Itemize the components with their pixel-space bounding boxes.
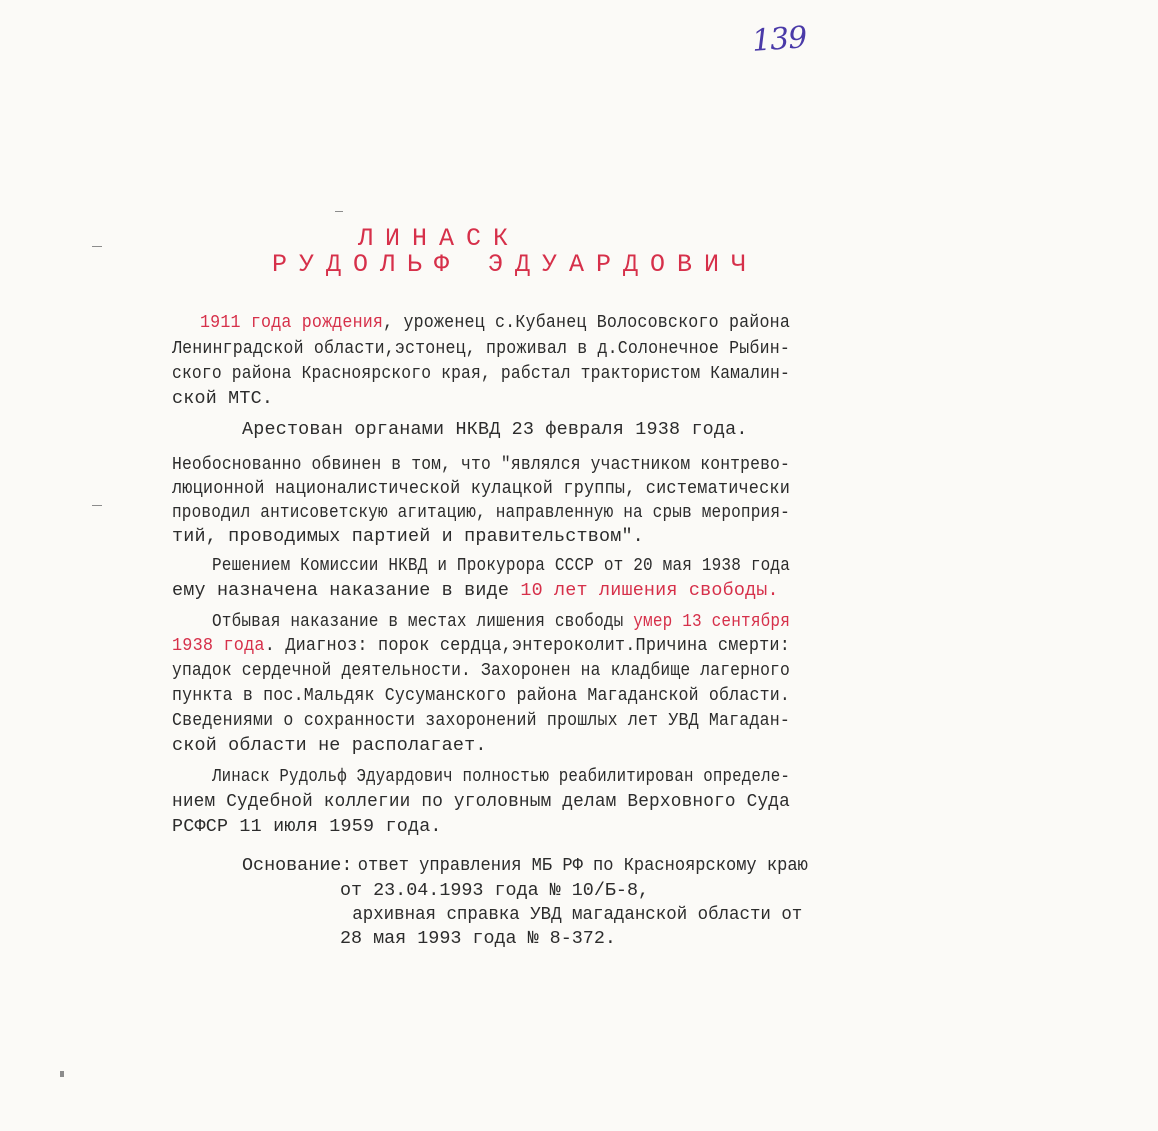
basis-line-3: архивная справка УВД магаданской области от — [352, 904, 803, 925]
arrest-line: Арестован органами НКВД 23 февраля 1938 года. — [242, 419, 748, 440]
diagnosis-text: . Диагноз: порок сердца,энтероколит.Причина смерти: — [264, 635, 791, 656]
scan-mark — [60, 1071, 64, 1077]
bio-line-4: ской МТС. — [172, 388, 274, 409]
birth-year-text: 1911 года рождения — [200, 312, 384, 333]
sentence-line-2 — [172, 582, 779, 600]
scan-mark — [335, 211, 343, 212]
basis-label: Основание: — [242, 855, 353, 876]
sentence-line-1: Решением Комиссии НКВД и Прокурора СССР от 20 мая 1938 года — [212, 555, 791, 576]
rehab-line-3: РСФСР 11 июля 1959 года. — [172, 816, 442, 837]
death-line-5: Сведениями о сохранности захоронений прошлых лет УВД Магадан- — [172, 710, 790, 731]
death-text: Отбывая наказание в местах лишения свободы — [212, 611, 634, 632]
basis-line-4: 28 мая 1993 года № 8-372. — [340, 928, 616, 949]
scan-mark — [92, 246, 102, 247]
death-year-text: 1938 года — [172, 635, 265, 656]
bio-line-3: ского района Красноярского края, рабстал трактористом Камалин- — [172, 363, 791, 384]
death-date-text: умер 13 сентября — [633, 611, 791, 632]
sentence-text: ему назначена наказание в виде — [172, 580, 521, 601]
person-names: РУДОЛЬФ ЭДУАРДОВИЧ — [272, 250, 759, 279]
rehab-line-1: Линаск Рудольф Эдуардович полностью реабилитирован определе- — [212, 766, 790, 787]
charge-line-2: люционной националистической кулацкой группы, систематически — [172, 478, 791, 499]
death-line-4: пункта в пос.Мальдяк Сусуманского района Магаданской области. — [172, 685, 790, 706]
rehab-line-2: нием Судебной коллегии по уголовным делам Верховного Суда — [172, 791, 790, 812]
bio-line-2: Ленинградской области,эстонец, проживал в д.Солонечное Рыбин- — [172, 338, 790, 359]
death-line-3: упадок сердечной деятельности. Захоронен на кладбище лагерного — [172, 660, 791, 681]
page-number: 139 — [750, 20, 808, 59]
birthplace-text: , уроженец с.Кубанец Волосовского района — [383, 312, 791, 333]
sentence-term-text: 10 лет лишения свободы. — [520, 580, 779, 601]
death-line-6: ской области не располагает. — [172, 735, 487, 756]
person-surname: ЛИНАСК — [358, 224, 521, 253]
charge-line-1: Необоснованно обвинен в том, что "являлся участником контрево- — [172, 454, 791, 475]
charge-line-4: тий, проводимых партией и правительством". — [172, 526, 644, 547]
bio-line-1 — [200, 314, 790, 332]
death-line-1 — [212, 613, 790, 631]
basis-line-2: от 23.04.1993 года № 10/Б-8, — [340, 880, 650, 901]
scan-mark — [92, 505, 102, 506]
basis-line-1: ответ управления МБ РФ по Красноярскому краю — [357, 855, 808, 876]
death-line-2 — [172, 637, 790, 655]
charge-line-3: проводил антисоветскую агитацию, направленную на срыв мероприя- — [172, 502, 790, 523]
